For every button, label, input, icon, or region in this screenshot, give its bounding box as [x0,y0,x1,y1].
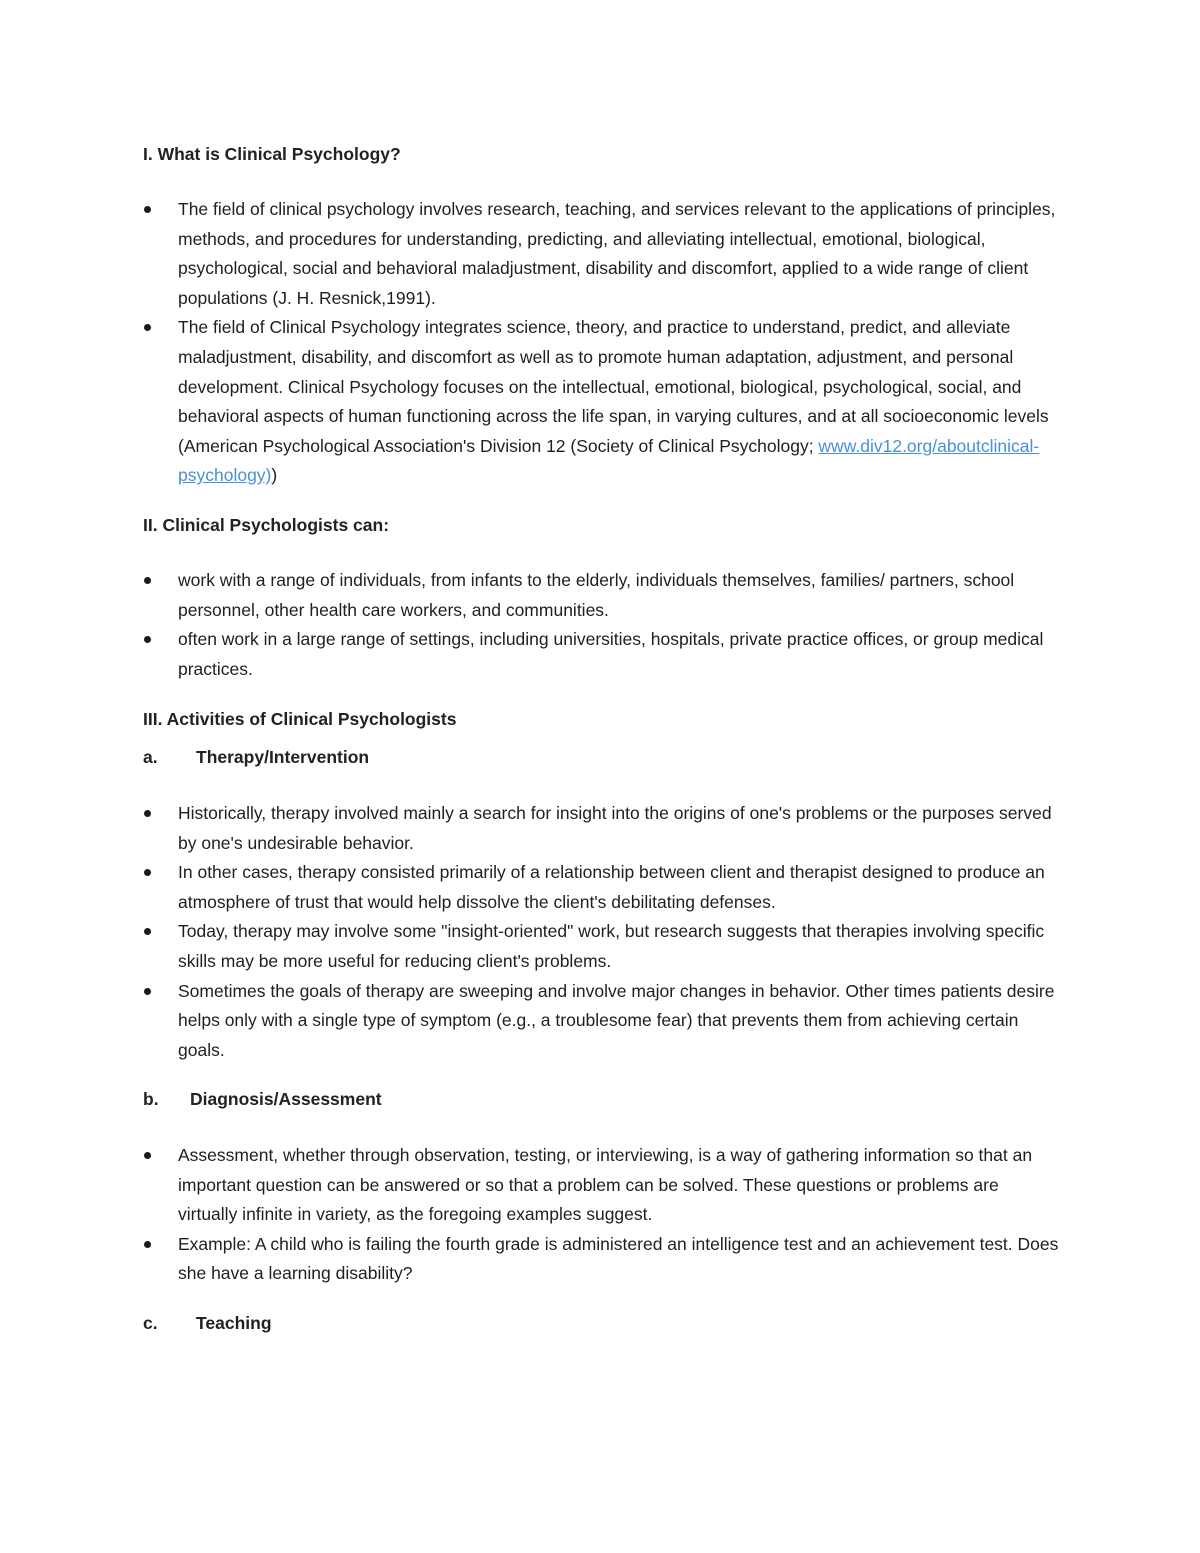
subsection-a-letter: a. [143,747,158,767]
bullet-icon [144,810,151,817]
list-item-text: The field of Clinical Psychology integrates science, theory, and practice to understand, predict, and alleviate maladjustment, disability, and discomfort as well as to promote human adaptation, adjustment, and personal development. Clinical Psychology focuses on the intellectual, emotional, biological, psychological, social, and behavioral aspects of human functioning across the life span, in varying cultures, and at all socioeconomic levels (American Psychological Association's Division 12 (Society of Clinical Psychology; [178,317,1049,456]
list-item [0,1141,1200,1230]
bullet-icon [144,928,151,935]
bullet-icon [144,1152,151,1159]
subsection-a-heading [143,747,369,767]
bullet-icon [144,636,151,643]
list-item [0,566,1200,625]
list-item-text-end: ) [271,465,278,486]
list-item-text: often work in a large range of settings, including universities, hospitals, private practice offices, or group medical practices. [178,629,1044,679]
list-item [0,977,1200,1066]
section-2-list [0,566,1200,684]
section-1-list [0,195,1200,491]
subsection-b-title: Diagnosis/Assessment [190,1089,382,1109]
bullet-icon [144,324,151,331]
list-item [0,625,1200,684]
bullet-icon [144,988,151,995]
list-item [0,799,1200,858]
bullet-icon [144,206,151,213]
subsection-a-list [0,799,1200,1065]
subsection-c-title: Teaching [196,1313,272,1333]
section-3-heading: III. Activities of Clinical Psychologists [143,709,457,729]
subsection-b-list [0,1141,1200,1289]
list-item [0,1230,1200,1289]
list-item-text: Assessment, whether through observation, testing, or interviewing, is a way of gathering information so that an important question can be answered or so that a problem can be solved. These questions or problems are virtually infinite in variety, as the foregoing examples suggest. [178,1145,1033,1225]
subsection-c-heading [143,1313,272,1333]
list-item [0,195,1200,313]
section-1-heading: I. What is Clinical Psychology? [143,144,401,164]
list-item-text: Today, therapy may involve some "insight-oriented" work, but research suggests that therapies involving specific skills may be more useful for reducing client's problems. [178,921,1045,971]
list-item-text: work with a range of individuals, from infants to the elderly, individuals themselves, families/ partners, school personnel, other health care workers, and communities. [178,570,1015,620]
bullet-icon [144,577,151,584]
section-2-heading: II. Clinical Psychologists can: [143,515,390,535]
list-item [0,313,1200,491]
bullet-icon [144,869,151,876]
bullet-icon [144,1241,151,1248]
list-item-text: Example: A child who is failing the fourth grade is administered an intelligence test and an achievement test. Does she have a learning disability? [178,1233,1059,1284]
list-item-text: Historically, therapy involved mainly a search for insight into the origins of one's problems or the purposes served by one's undesirable behavior. [178,803,1052,853]
list-item-text: The field of clinical psychology involves research, teaching, and services relevant to the applications of principles, methods, and procedures for understanding, predicting, and alleviating intellectual, emotional, biological, psychological, social and behavioral maladjustment, disability and discomfort, applied to a wide range of client populations (J. H. Resnick,1991). [178,199,1056,308]
div12-link[interactable]: www.div12.org/aboutclinical-psychology) [178,435,1040,486]
list-item-text: In other cases, therapy consisted primarily of a relationship between client and therapist designed to produce an atmosphere of trust that would help dissolve the client's debilitating defenses. [178,862,1045,912]
list-item [0,917,1200,976]
subsection-a-title: Therapy/Intervention [196,747,370,767]
list-item-text: Sometimes the goals of therapy are sweeping and involve major changes in behavior. Other times patients desire helps only with a single type of symptom (e.g., a troublesome fear) that prevents them from achieving certain goals. [178,980,1055,1060]
subsection-b-letter: b. [143,1089,159,1109]
list-item [0,858,1200,917]
subsection-c-letter: c. [143,1313,158,1333]
subsection-b-heading [143,1089,382,1109]
